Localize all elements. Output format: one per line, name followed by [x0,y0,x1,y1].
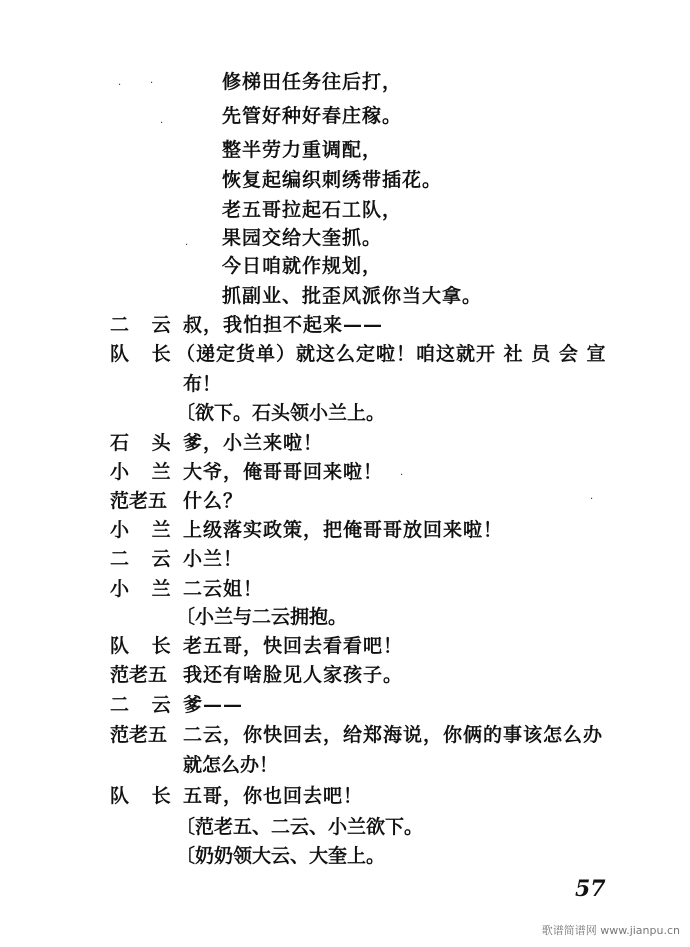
verse-line: 恢复起编织刺绣带插花。 [222,169,443,191]
speaker-label: 二 云 [110,314,179,336]
stage-direction: 〔范老五、二云、小兰欲下。 [176,816,424,838]
dialogue-text: 小兰！ [183,548,244,570]
dialogue-text: （递定货单）就这么定啦！咱这就开 社 员 会 宣 [176,343,607,365]
dialogue-continuation: 就怎么办！ [183,754,279,776]
dialogue-text: 爹—— [183,694,244,716]
stage-direction: 〔小兰与二云拥抱。 [176,606,348,628]
verse-line: 修梯田任务往后打， [222,71,403,93]
dialogue-text: 什么？ [183,490,244,512]
speaker-label: 范老五 [110,664,168,686]
scan-speck: · [590,494,594,505]
dialogue-text: 我还有啥脸见人家孩子。 [183,664,404,686]
dialogue-continuation: 布！ [183,373,222,395]
verse-line: 先管好种好春庄稼。 [222,105,403,127]
stage-direction: 〔奶奶领大云、大奎上。 [176,845,386,867]
dialogue-text: 老五哥，快回去看看吧！ [183,635,404,657]
speaker-label: 范老五 [110,490,168,512]
dialogue-text: 叔，我怕担不起来—— [183,314,384,336]
scan-speck: · [160,118,164,129]
verse-line: 老五哥拉起石工队， [222,199,403,221]
speaker-label: 二 云 [110,694,179,716]
stage-direction: 〔欲下。石头领小兰上。 [176,402,386,424]
dialogue-text: 二云，你快回去，给郑海说，你俩的事该怎么办 [183,724,604,746]
speaker-label: 小 兰 [110,578,179,600]
speaker-label: 小 兰 [110,461,179,483]
speaker-label: 队 长 [110,343,179,365]
scan-speck: · [185,240,189,251]
scan-speck: · [150,78,154,89]
dialogue-text: 二云姐！ [183,578,264,600]
dialogue-text: 大爷，俺哥哥回来啦！ [183,461,384,483]
speaker-label: 范老五 [110,724,168,746]
scan-speck: · [118,80,122,91]
page-number: 57 [575,876,606,902]
dialogue-text: 上级落实政策，把俺哥哥放回来啦！ [183,519,504,541]
speaker-label: 队 长 [110,785,179,807]
speaker-label: 小 兰 [110,519,179,541]
scan-speck: · [400,470,404,481]
dialogue-text: 爹，小兰来啦！ [183,432,324,454]
site-watermark: 歌谱简谱网 www.jianpu.cn [541,924,680,937]
dialogue-text: 五哥，你也回去吧！ [183,785,364,807]
speaker-label: 二 云 [110,548,179,570]
verse-line: 今日咱就作规划， [222,255,383,277]
speaker-label: 石 头 [110,432,179,454]
speaker-label: 队 长 [110,635,179,657]
verse-line: 果园交给大奎抓。 [222,227,383,249]
verse-line: 整半劳力重调配， [222,139,383,161]
verse-line: 抓副业、批歪风派你当大拿。 [222,285,483,307]
